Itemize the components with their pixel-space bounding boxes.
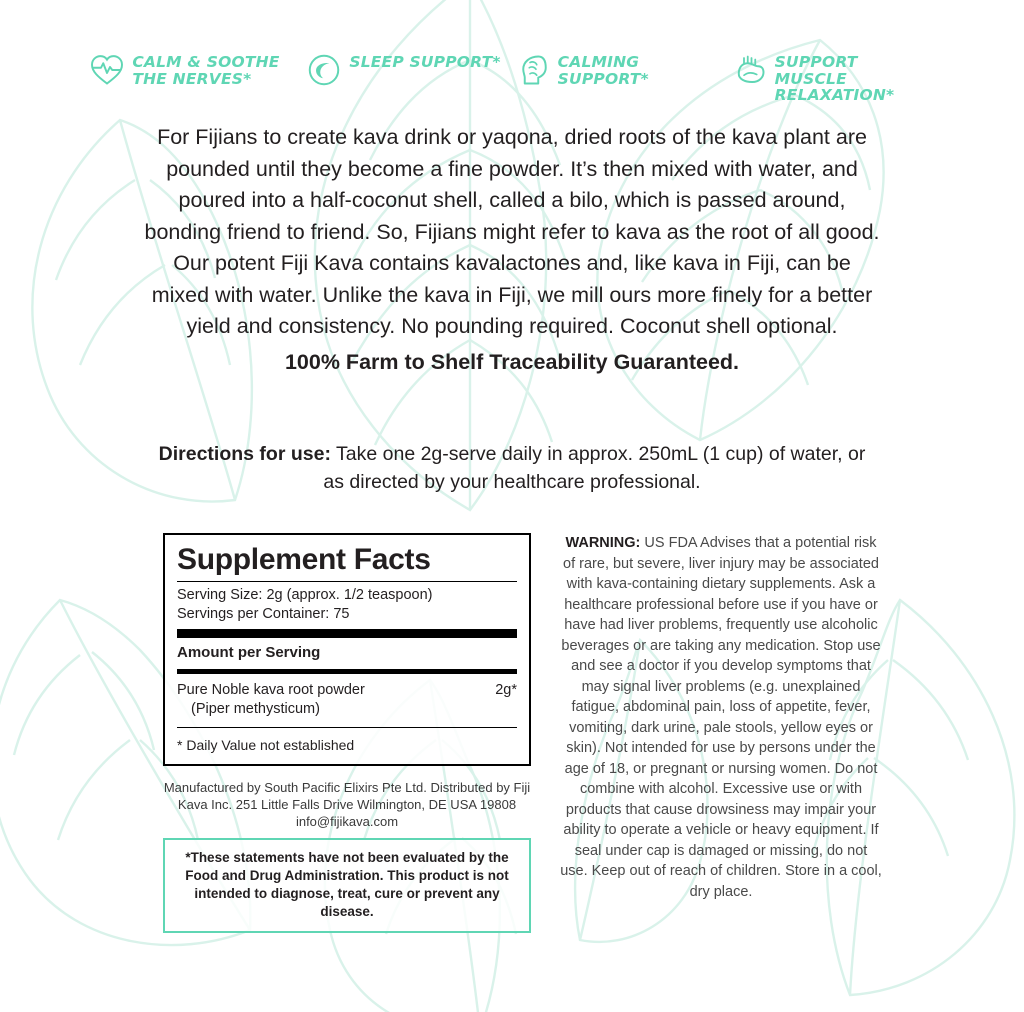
sleep-moon-icon	[306, 52, 342, 88]
daily-value-footnote: * Daily Value not established	[177, 737, 355, 753]
supplement-facts-panel	[163, 533, 531, 766]
amount-per-serving-header: Amount per Serving	[177, 644, 321, 661]
traceability-guarantee: 100% Farm to Shelf Traceability Guaranteed.	[284, 349, 740, 374]
divider-thin-top	[177, 581, 517, 582]
flexed-muscle-icon	[732, 52, 768, 88]
divider-medium	[177, 669, 517, 674]
warning-text: US FDA Advises that a potential risk of rare, but severe, liver injury may be associated with kava-containing dietary supplements. Ask a healthcare professional before use if you have or have had liver problems, frequently use alcoholic beverages or are taking any medication. Stop use and see a doctor if you develop symptoms that may signal liver problems (e.g. unexplained fatigue, abdominal pain, loss of appetite, fever, vomiting, dark urine, pale stools, yellow eyes or skin). Not intended for use by persons under the age of 18, or pregnant or nursing women. Do not combine with alcohol. Excessive use or with products that cause drowsiness may impair your ability to operate a vehicle or heavy equipment. If seal under cap is damaged or missing, do not use. Keep out of reach of children. Store in a cool, dry place.	[560, 535, 882, 900]
servings-per-container: Servings per Container: 75	[177, 606, 350, 622]
directions-text: Take one 2g-serve daily in approx. 250mL (1 cup) of water, or as directed by your healthcare professional.	[323, 443, 866, 493]
warning-label: WARNING:	[565, 535, 641, 551]
benefit-item-calming-support	[515, 52, 718, 88]
serving-size: Serving Size: 2g (approx. 1/2 teaspoon)	[177, 587, 433, 603]
benefit-item-sleep-support	[306, 52, 500, 88]
ingredient-row	[177, 678, 517, 723]
divider-thin-bottom	[177, 727, 517, 728]
benefit-item-calm-soothe	[89, 52, 292, 88]
benefit-item-muscle-relaxation	[732, 52, 935, 104]
head-brain-icon	[515, 52, 551, 88]
ingredient-latin-name: (Piper methysticum)	[191, 701, 320, 717]
warning-block	[560, 533, 882, 902]
directions-label: Directions for use:	[158, 443, 331, 465]
ingredient-amount: 2g*	[495, 682, 517, 698]
benefits-row	[0, 52, 1024, 104]
fda-disclaimer-box: *These statements have not been evaluated by the Food and Drug Administration. This product is not intended to diagnose, treat, cure or prevent any disease.	[163, 838, 531, 933]
directions-for-use	[150, 440, 874, 496]
manufacturer-info: Manufactured by South Pacific Elixirs Pte Ltd. Distributed by Fiji Kava Inc. 251 Little Falls Drive Wilmington, DE USA 19808 info@fijikava.com	[163, 780, 531, 829]
benefit-label: SLEEP SUPPORT*	[349, 53, 501, 71]
story-paragraph: For Fijians to create kava drink or yaqona, dried roots of the kava plant are pounded until they become a fine powder. It’s then mixed with water, and poured into a half-coconut shell, called a bilo, which is passed around, bonding friend to friend. So, Fijians might refer to kava as the root of all good. Our potent Fiji Kava contains kavalactones and, like kava in Fiji, can be mixed with water. Unlike the kava in Fiji, we mill ours more finely for a better yield and consistency. No pounding required. Coconut shell optional.	[144, 125, 880, 338]
ingredient-name: Pure Noble kava root powder	[177, 682, 365, 698]
benefit-label: CALMING SUPPORT*	[557, 53, 649, 88]
benefit-label: CALM & SOOTHE THE NERVES*	[132, 53, 280, 88]
heart-pulse-icon	[89, 52, 125, 88]
supplement-facts-title: Supplement Facts	[177, 543, 431, 576]
story-block	[142, 122, 882, 378]
benefit-label: SUPPORT MUSCLE RELAXATION*	[774, 53, 895, 104]
divider-thick	[177, 629, 517, 638]
